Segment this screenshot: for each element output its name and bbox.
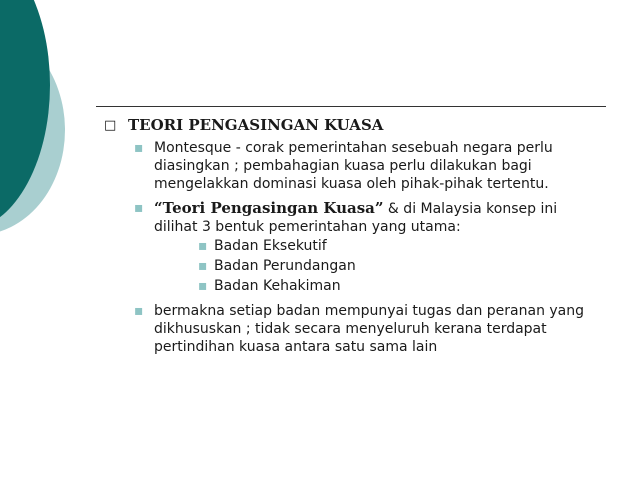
bullet-text: Montesque - corak pemerintahan sesebuah negara perlu diasingkan ; pembahagian kuasa perlu dilakukan bagi mengelakkan dominasi kuasa oleh pihak-pihak tertentu.	[154, 140, 553, 192]
bullet-text: & di Malaysia konsep ini dilihat 3 bentuk pemerintahan yang utama:	[154, 201, 558, 235]
bullet-text: bermakna setiap badan mempunyai tugas dan peranan yang dikhususkan ; tidak secara menyeluruh kerana terdapat pertindihan kuasa antara satu sama lain	[154, 303, 585, 355]
teal-square-bullet-icon: ▪	[134, 303, 144, 319]
title-divider	[96, 106, 606, 107]
slide-heading-text: TEORI PENGASINGAN KUASA	[128, 116, 384, 134]
teal-square-bullet-icon: ▪	[134, 200, 144, 216]
bullet-point-bermakna	[100, 302, 600, 356]
sub-bullet-perundangan	[100, 256, 600, 276]
sub-bullet-eksekutif	[100, 236, 600, 256]
teal-square-bullet-icon: ▪	[198, 278, 208, 294]
teal-square-bullet-icon: ▪	[134, 140, 144, 156]
hollow-square-bullet-icon: □	[104, 118, 117, 133]
bullet-point-montesque	[100, 139, 600, 193]
sub-bullet-text: Badan Perundangan	[214, 258, 356, 274]
teal-square-bullet-icon: ▪	[198, 238, 208, 254]
teal-square-bullet-icon: ▪	[198, 258, 208, 274]
sub-bullet-text: Badan Eksekutif	[214, 238, 327, 254]
slide-content	[100, 116, 600, 356]
emphasis-term: “Teori Pengasingan Kuasa”	[154, 199, 384, 217]
bullet-point-teori	[100, 199, 600, 236]
slide-heading	[100, 116, 600, 135]
sub-bullet-text: Badan Kehakiman	[214, 278, 341, 294]
sub-bullet-kehakiman	[100, 276, 600, 296]
